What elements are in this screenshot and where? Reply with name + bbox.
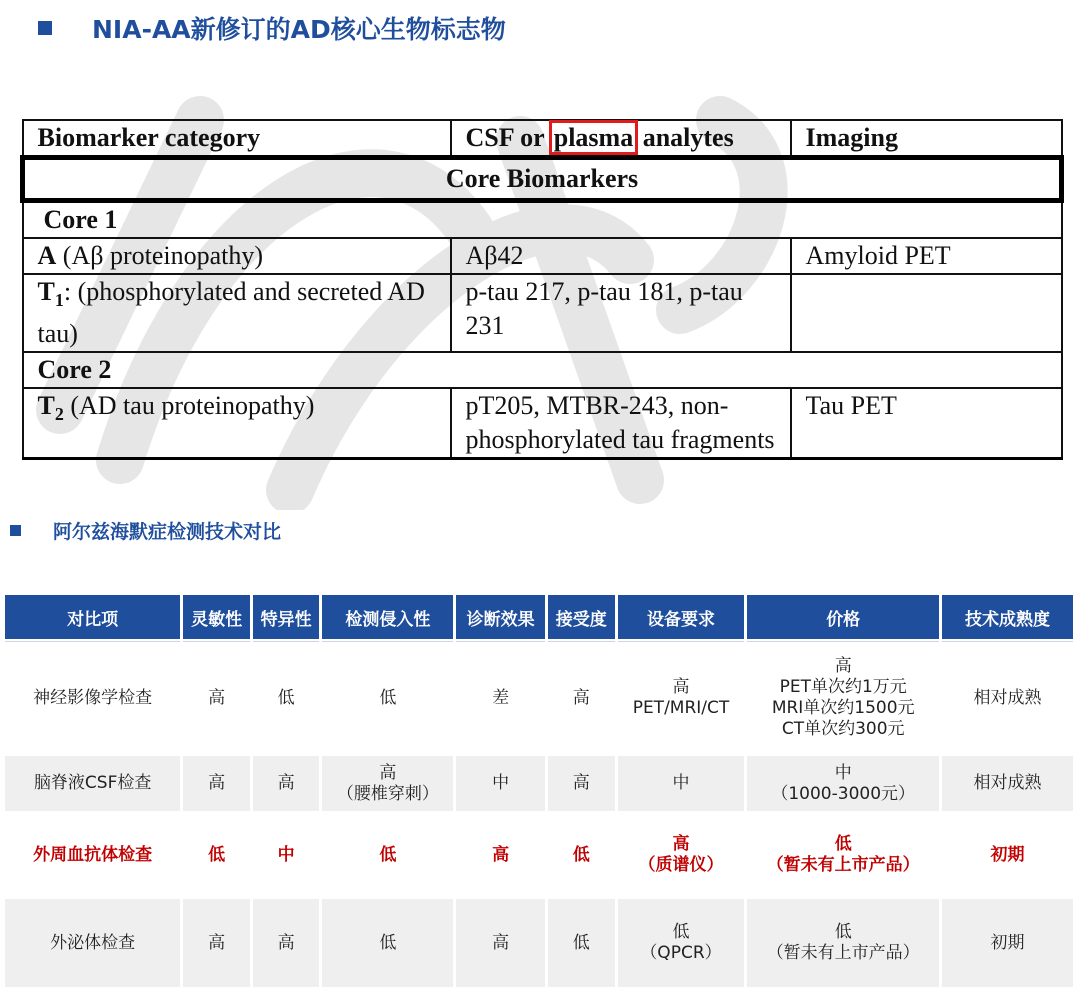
comparison-table	[2, 593, 1076, 989]
col-header: 设备要求	[618, 595, 745, 639]
price-line: 高	[834, 656, 852, 676]
price-line: （暂未有上市产品）	[766, 855, 920, 875]
cell-acceptance: 低	[548, 899, 615, 987]
cell-acceptance: 高	[548, 756, 615, 811]
equipment-line: PET/MRI/CT	[632, 698, 730, 718]
heading-text: 阿尔兹海默症检测技术对比	[53, 521, 282, 543]
row-a-imaging: Amyloid PET	[791, 238, 1062, 274]
cell-price	[747, 899, 938, 987]
row-a-rest: (Aβ proteinopathy)	[56, 241, 264, 270]
header-csf-plasma-analytes	[451, 120, 791, 158]
section-heading-comparison	[10, 517, 281, 544]
cell-specificity: 低	[253, 641, 320, 754]
cell-price	[747, 813, 938, 897]
header-analytes-text: analytes	[636, 123, 734, 152]
row-t2-rest: (AD tau proteinopathy)	[63, 391, 315, 421]
core-biomarkers-row	[23, 158, 1062, 201]
row-t1-imaging	[791, 274, 1062, 352]
equipment-line: 高	[672, 834, 690, 854]
row-t2-analyte: pT205, MTBR-243, non-phosphorylated tau fragments	[451, 388, 791, 459]
cell-maturity: 初期	[942, 899, 1073, 987]
col-header: 技术成熟度	[942, 595, 1073, 639]
header-imaging: Imaging	[791, 120, 1062, 158]
cell-sensitivity: 高	[183, 756, 250, 811]
square-bullet-icon	[10, 525, 21, 536]
col-header: 检测侵入性	[322, 595, 453, 639]
cell-maturity: 相对成熟	[942, 641, 1073, 754]
cell-item: 神经影像学检查	[5, 641, 180, 754]
table-row	[5, 641, 1073, 754]
price-line: 中	[834, 762, 852, 783]
row-t1-sub: 1	[54, 290, 64, 311]
core1-row	[23, 201, 1062, 239]
price-line: 低	[834, 922, 852, 942]
cell-price	[747, 756, 938, 811]
cell-diagnosis: 高	[456, 813, 545, 897]
biomarker-table	[20, 119, 1064, 460]
core-biomarkers-label: Core Biomarkers	[23, 158, 1062, 201]
cell-equipment: 中	[618, 756, 745, 811]
cell-specificity: 高	[253, 899, 320, 987]
section-heading-biomarkers	[38, 10, 506, 46]
cell-invasiveness: 低	[322, 641, 453, 754]
cell-item: 外泌体检查	[5, 899, 180, 987]
row-t1-rest: : (phosphorylated and secreted AD tau)	[37, 277, 425, 349]
cell-equipment	[618, 899, 745, 987]
cell-price	[747, 641, 938, 754]
price-line: 低	[834, 834, 852, 854]
equipment-line: （QPCR）	[640, 943, 722, 963]
cell-specificity: 中	[253, 813, 320, 897]
plasma-highlight: plasma	[549, 120, 638, 155]
col-header: 对比项	[5, 595, 180, 639]
row-t1-bold: T	[37, 277, 55, 306]
cell-item: 脑脊液CSF检查	[5, 756, 180, 811]
cell-maturity: 初期	[942, 813, 1073, 897]
price-line: MRI单次约1500元	[771, 698, 915, 718]
cell-acceptance: 低	[548, 813, 615, 897]
price-line: PET单次约1万元	[779, 677, 907, 697]
cell-sensitivity: 高	[183, 641, 250, 754]
comparison-header-row	[5, 595, 1073, 639]
price-line: （1000-3000元）	[771, 783, 916, 804]
table-row	[5, 756, 1073, 811]
equipment-line: （质谱仪）	[638, 855, 724, 875]
row-a-category	[23, 238, 451, 274]
cell-invasiveness: 低	[322, 813, 453, 897]
cell-invasiveness	[322, 756, 453, 811]
col-header: 诊断效果	[456, 595, 545, 639]
cell-sensitivity: 低	[183, 813, 250, 897]
equipment-line: 低	[672, 922, 690, 942]
cell-diagnosis: 差	[456, 641, 545, 754]
header-csf-text: CSF or	[465, 123, 551, 152]
cell-acceptance: 高	[548, 641, 615, 754]
core2-label: Core 2	[23, 352, 1062, 388]
row-t1	[23, 274, 1062, 352]
table-row	[5, 813, 1073, 897]
table-row	[5, 899, 1073, 987]
row-t1-analyte: p-tau 217, p-tau 181, p-tau 231	[451, 274, 791, 352]
row-t2-sub: 2	[54, 404, 64, 425]
invasiveness-line: （腰椎穿刺）	[336, 783, 439, 804]
row-t2-bold: T	[37, 391, 55, 421]
price-line: CT单次约300元	[781, 719, 905, 739]
cell-equipment	[618, 641, 745, 754]
square-bullet-icon	[38, 21, 52, 35]
col-header: 价格	[747, 595, 938, 639]
price-line: （暂未有上市产品）	[766, 943, 920, 963]
col-header: 灵敏性	[183, 595, 250, 639]
cell-maturity: 相对成熟	[942, 756, 1073, 811]
row-a-bold: A	[37, 241, 57, 270]
invasiveness-line: 高	[379, 762, 397, 783]
cell-diagnosis: 高	[456, 899, 545, 987]
cell-sensitivity: 高	[183, 899, 250, 987]
row-t1-category	[23, 274, 451, 352]
cell-diagnosis: 中	[456, 756, 545, 811]
biomarker-header-row	[23, 120, 1062, 158]
col-header: 特异性	[253, 595, 320, 639]
row-t2-imaging: Tau PET	[791, 388, 1062, 459]
row-a-analyte: Aβ42	[451, 238, 791, 274]
row-t2	[23, 388, 1062, 459]
cell-specificity: 高	[253, 756, 320, 811]
equipment-line: 高	[672, 677, 690, 697]
cell-invasiveness: 低	[322, 899, 453, 987]
row-a	[23, 238, 1062, 274]
row-t2-category	[23, 388, 451, 459]
heading-text: NIA-AA新修订的AD核心生物标志物	[92, 15, 506, 44]
cell-item: 外周血抗体检查	[5, 813, 180, 897]
cell-equipment	[618, 813, 745, 897]
header-biomarker-category: Biomarker category	[23, 120, 451, 158]
col-header: 接受度	[548, 595, 615, 639]
core2-row	[23, 352, 1062, 388]
core1-label: Core 1	[23, 201, 1062, 239]
